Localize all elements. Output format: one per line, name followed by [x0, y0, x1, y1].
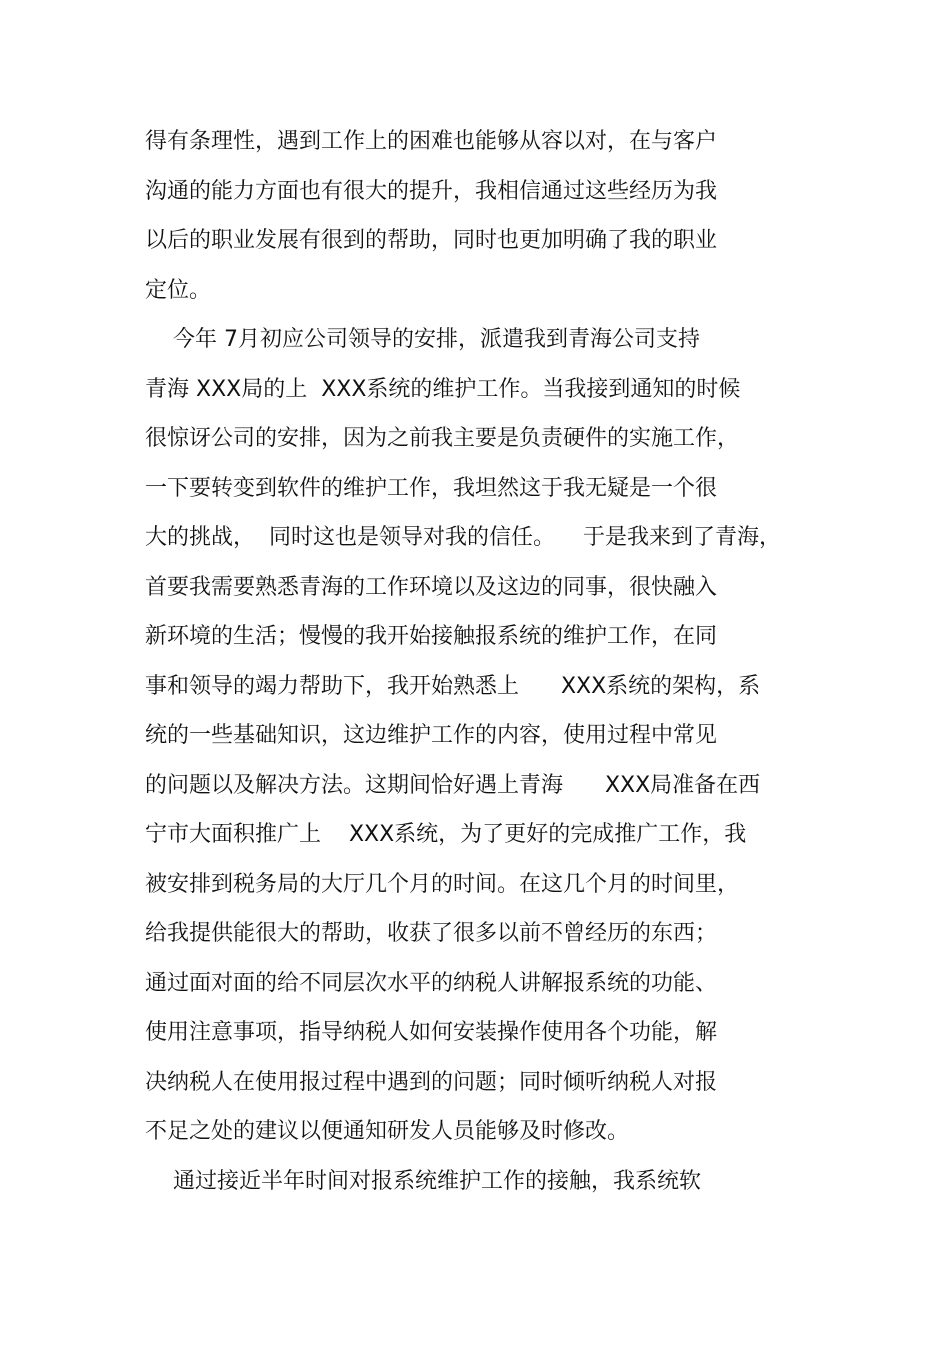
text-line: 大的挑战， 同时这也是领导对我的信任。 于是我来到了青海， — [145, 525, 781, 550]
text-line: 不足之处的建议以便通知研发人员能够及时修改。 — [145, 1119, 630, 1144]
text-line: 新环境的生活；慢慢的我开始接触报系统的维护工作，在同 — [145, 624, 718, 649]
text-line: 统的一些基础知识，这边维护工作的内容，使用过程中常见 — [145, 723, 718, 748]
text-line: 给我提供能很大的帮助，收获了很多以前不曾经历的东西； — [145, 921, 718, 946]
text-line: 使用注意事项，指导纳税人如何安装操作使用各个功能，解 — [145, 1020, 718, 1045]
text-line: 沟通的能力方面也有很大的提升，我相信通过这些经历为我 — [145, 178, 718, 204]
body-text — [145, 122, 825, 1211]
text-line: 一下要转变到软件的维护工作，我坦然这于我无疑是一个很 — [145, 475, 718, 501]
text-line: 通过面对面的给不同层次水平的纳税人讲解报系统的功能、 — [145, 970, 718, 996]
text-line: 定位。 — [145, 277, 212, 303]
text-line: 被安排到税务局的大厅几个月的时间。在这几个月的时间里， — [145, 871, 740, 897]
text-line: 决纳税人在使用报过程中遇到的问题；同时倾听纳税人对报 — [145, 1069, 718, 1095]
text-line: 得有条理性，遇到工作上的困难也能够从容以对，在与客户 — [145, 129, 718, 154]
text-line: 以后的职业发展有很到的帮助，同时也更加明确了我的职业 — [145, 228, 718, 253]
text-line: 很惊讶公司的安排，因为之前我主要是负责硬件的实施工作， — [145, 426, 740, 451]
text-line: 青海 XXX局的上 XXX系统的维护工作。当我接到通知的时候 — [145, 376, 741, 402]
text-line: 事和领导的竭力帮助下，我开始熟悉上 XXX系统的架构，系 — [145, 673, 761, 699]
text-line: 通过接近半年时间对报系统维护工作的接触，我系统软 — [145, 1168, 701, 1194]
text-line: 的问题以及解决方法。这期间恰好遇上青海 XXX局准备在西 — [145, 772, 761, 798]
text-line: 今年 7月初应公司领导的安排，派遣我到青海公司支持 — [145, 327, 700, 352]
text-line: 宁市大面积推广上 XXX系统，为了更好的完成推广工作，我 — [145, 822, 747, 847]
text-line: 首要我需要熟悉青海的工作环境以及这边的同事，很快融入 — [145, 574, 718, 600]
